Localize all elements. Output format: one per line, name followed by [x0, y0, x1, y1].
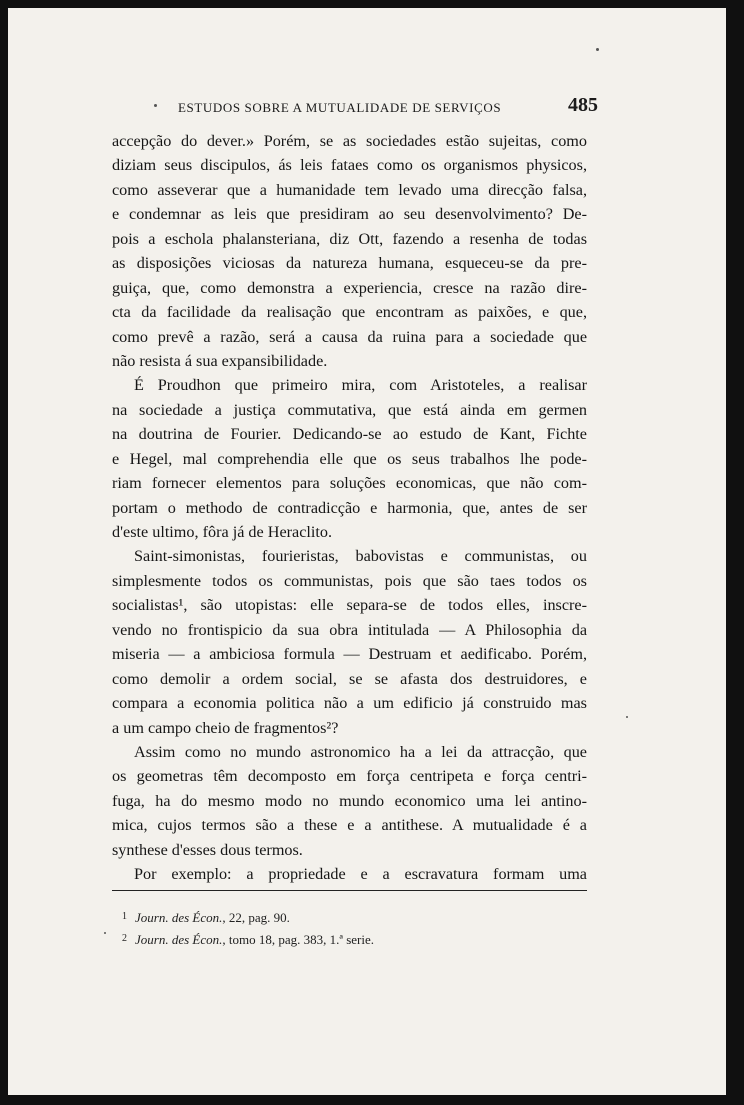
book-page: [8, 8, 726, 1095]
text-line: como asseverar que a humanidade tem levado uma direcção falsa,: [112, 180, 587, 199]
text-line: as disposições viciosas da natureza humana, esqueceu-se da pre-: [112, 254, 587, 273]
text-line: Assim como no mundo astronomico ha a lei da attracção, que: [134, 742, 587, 761]
text-line: a um campo cheio de fragmentos²?: [112, 718, 339, 737]
running-title: ESTUDOS SOBRE A MUTUALIDADE DE SERVIÇOS: [178, 100, 502, 115]
text-line: e condemnar as leis que presidiram ao seu desenvolvimento? De-: [112, 205, 587, 224]
text-line: e Hegel, mal comprehendia elle que os seus trabalhos lhe pode-: [112, 449, 587, 468]
footnote-source: Journ. des Écon.: [135, 910, 223, 925]
text-line: vendo no frontispicio da sua obra intitulada — A Philosophia da: [112, 620, 587, 639]
text-line: synthese d'esses dous termos.: [112, 840, 303, 859]
text-line: É Proudhon que primeiro mira, com Aristoteles, a realisar: [134, 376, 587, 395]
footnote-number: 1: [122, 911, 127, 922]
footnote-number: 2: [122, 933, 127, 944]
text-line: não resista á sua expansibilidade.: [112, 351, 328, 370]
body-text: [112, 129, 587, 887]
paper-speck: [626, 716, 628, 718]
footnote-source: Journ. des Écon.: [135, 932, 223, 947]
text-line: cta da facilidade da realisação que encontram as paixões, e que,: [112, 303, 587, 322]
text-line: compara a economia politica não a um edificio já construido mas: [112, 694, 587, 713]
text-line: d'este ultimo, fôra já de Heraclito.: [112, 523, 333, 541]
running-header: [178, 94, 598, 118]
text-line: diziam seus discipulos, ás leis fataes como os organismos physicos,: [112, 156, 587, 175]
text-line: accepção do dever.» Porém, se as sociedades estão sujeitas, como: [112, 132, 587, 150]
page-number: 485: [568, 94, 598, 116]
text-line: guiça, que, como demonstra a experiencia, cresce na razão dire-: [112, 278, 587, 297]
footnote-detail: , tomo 18, pag. 383, 1.ª serie.: [222, 932, 374, 947]
paper-speck: [104, 932, 106, 934]
text-line: portam o methodo de contradicção e harmonia, que, antes de ser: [112, 498, 587, 517]
text-line: na doutrina de Fourier. Dedicando-se ao estudo de Kant, Fichte: [112, 425, 587, 444]
text-line: pois a eschola phalansteriana, diz Ott, fazendo a resenha de todas: [112, 229, 587, 248]
footnote: [122, 928, 542, 950]
text-line: miseria — a ambiciosa formula — Destruam et aedificabo. Porém,: [112, 645, 587, 664]
text-line: socialistas¹, são utopistas: elle separa-se de todos elles, inscre-: [112, 596, 587, 615]
paper-speck: [154, 104, 157, 107]
footnote-detail: , 22, pag. 90.: [222, 910, 290, 925]
text-line: na sociedade a justiça commutativa, que está ainda em germen: [112, 400, 587, 419]
text-line: Saint-simonistas, fourieristas, babovistas e communistas, ou: [134, 547, 587, 566]
text-line: mica, cujos termos são a these e a antithese. A mutualidade é a: [112, 816, 587, 835]
text-line: riam fornecer elementos para soluções economicas, que não com-: [112, 474, 587, 493]
text-line: como prevê a razão, será a causa da ruina para a sociedade que: [112, 327, 587, 346]
paper-speck: [596, 48, 599, 51]
footnotes: [122, 906, 542, 950]
footnote-rule: [112, 890, 587, 891]
text-line: simplesmente todos os communistas, pois que são taes todos os: [112, 571, 587, 590]
text-line: Por exemplo: a propriedade e a escravatura formam uma: [134, 865, 587, 884]
text-line: como demolir a ordem social, se se afasta dos destruidores, e: [112, 669, 587, 688]
text-line: os geometras têm decomposto em força centripeta e força centri-: [112, 767, 587, 786]
text-line: fuga, ha do mesmo modo no mundo economico uma lei antino-: [112, 791, 587, 810]
footnote: [122, 906, 542, 928]
